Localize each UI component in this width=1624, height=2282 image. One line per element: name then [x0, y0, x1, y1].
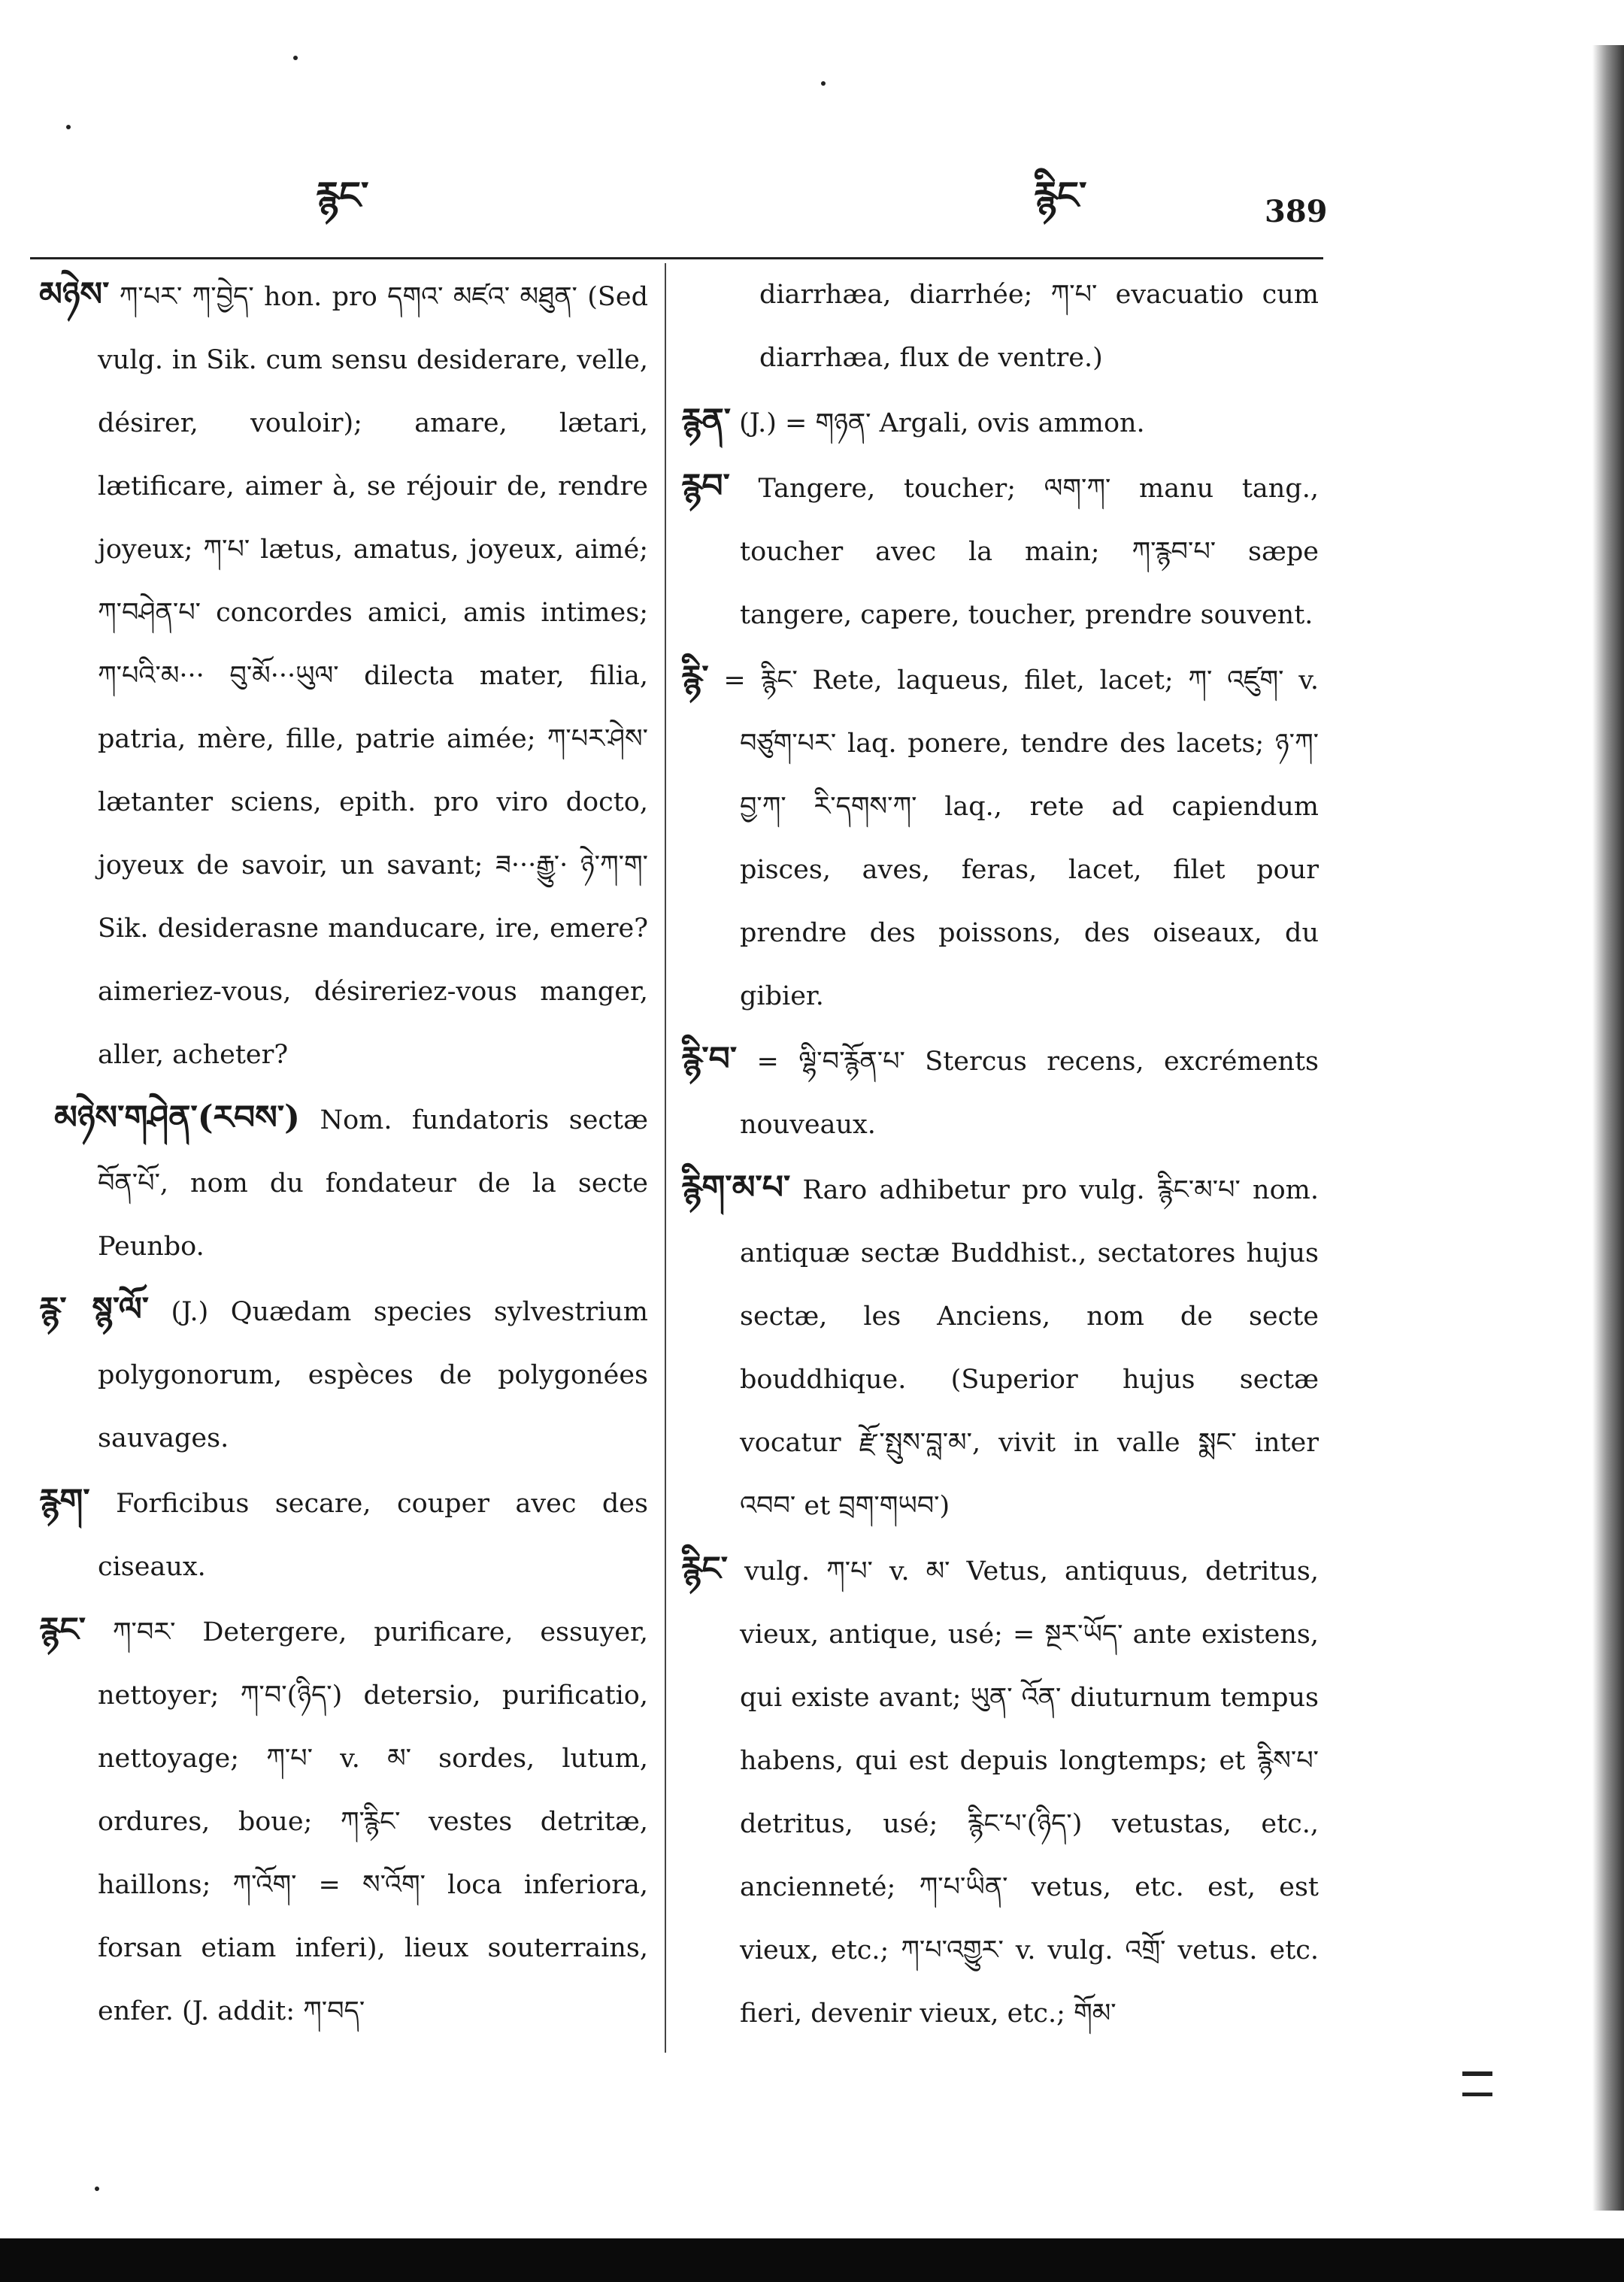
entry-headword: རྙང་: [39, 1611, 86, 1649]
running-head-right: རྙིང་: [1034, 173, 1087, 217]
entry-headword: རྙ་ སྙ་ལོ་: [39, 1290, 150, 1329]
margin-mark: [1462, 2071, 1492, 2096]
dictionary-entry: [681, 1156, 1319, 1538]
entry-headword: མཉེས་གཤེན་(རབས་): [54, 1099, 300, 1137]
dictionary-entry: [681, 389, 1319, 455]
entry-text: Forficibus secare, couper avec des ciseaux.: [98, 1489, 648, 1582]
header-rule: [30, 257, 1323, 259]
entry-text: (J.) = གཉན་ Argali, ovis ammon.: [739, 408, 1145, 438]
dictionary-entry: [39, 263, 648, 1086]
entry-text: Tangere, toucher; ལག་ཀ་ manu tang., toucher avec la main; ཀ་རྙབ་པ་ sæpe tangere, capere, toucher, prendre souvent.: [740, 474, 1319, 630]
entry-text: ཀ་པར་ ཀ་བྱེད་ hon. pro དགའ་ མཛའ་ མཐུན་ (Sed vulg. in Sik. cum sensu desiderare, velle, désirer, vouloir); amare, lætari, lætificare, aimer à, se réjouir de, rendre joyeux; ཀ་པ་ lætus, amatus, joyeux, aimé; ཀ་བཤེན་པ་ concordes amici, amis intimes; ཀ་པའི་མ··· བུ་མོ···ཡུལ་ dilecta mater, filia, patria, mère, fille, patrie aimée; ཀ་པར་ཤེས་ lætanter sciens, epith. pro viro docto, joyeux de savoir, un savant; ཟ···རྒྱུ་· ཉེ་ཀ་ག་ Sik. desiderasne manducare, ire, emere? aimeriez-vous, désireriez-vous manger, aller, acheter?: [98, 282, 648, 1070]
left-column: [39, 263, 648, 2043]
dictionary-entry: [681, 1538, 1319, 2045]
page-edge-shadow: [1592, 45, 1624, 2211]
entry-headword: རྙི་བ་: [681, 1040, 738, 1078]
dictionary-entry: [681, 455, 1319, 647]
entry-text: Nom. fundatoris sectæ བོན་པོ་, nom du fondateur de la secte Peunbo.: [98, 1105, 648, 1262]
entry-headword: རྙབ་: [681, 467, 730, 505]
dictionary-entry: [681, 647, 1319, 1028]
column-divider: [665, 263, 666, 2053]
entry-headword: རྙན་: [681, 402, 731, 440]
scan-speck: [293, 56, 298, 60]
dictionary-entry: [681, 1028, 1319, 1156]
running-head-left: རྙང་: [316, 173, 369, 217]
dictionary-entry: [39, 1599, 648, 2043]
entry-text: = རྙིང་ Rete, laqueus, filet, lacet; ཀ་ འཛུག་ v. བཙུག་པར་ laq. ponere, tendre des lacets; ཉ་ཀ་ བྱ་ཀ་ རི་དགས་ཀ་ laq., rete ad capiendum pisces, aves, feras, lacet, filet pour prendre des poissons, des oiseaux, du gibier.: [723, 665, 1319, 1011]
entry-text: ཀ་བར་ Detergere, purificare, essuyer, nettoyer; ཀ་བ་(ཉིད་) detersio, purificatio, nettoyage; ཀ་པ་ v. མ་ sordes, lutum, ordures, boue; ཀ་རྙིང་ vestes detritæ, haillons; ཀ་འོག་ = ས་འོག་ loca inferiora, forsan etiam inferi), lieux souterrains, enfer. (J. addit: ཀ་བད་: [98, 1617, 648, 2026]
page-number: 389: [1265, 194, 1328, 229]
entry-text: = ལྷི་བ་རྙོན་པ་ Stercus recens, excréments nouveaux.: [740, 1047, 1319, 1140]
entry-headword: རྙིག་མ་པ་: [681, 1168, 791, 1207]
entry-headword: རྙིང་: [681, 1550, 729, 1588]
entry-text: diarrhæa, diarrhée; ཀ་པ་ evacuatio cum diarrhæa, flux de ventre.): [759, 280, 1319, 373]
dictionary-entry: [39, 1086, 648, 1278]
dictionary-entry: [39, 1470, 648, 1599]
scan-bottom-band: [0, 2238, 1624, 2282]
entry-headword: རྙག་: [39, 1482, 90, 1520]
scan-speck: [66, 125, 71, 129]
entry-text: Raro adhibetur pro vulg. རྙིང་མ་པ་ nom. antiquæ sectæ Buddhist., sectatores hujus sectæ, les Anciens, nom de secte bouddhique. (Superior hujus sectæ vocatur རྫོ་སྤུས་བླ་མ་, vivit in valle སྨང་ inter འབབ་ et བྲག་གཡབ་): [740, 1175, 1319, 1521]
scan-speck: [95, 2187, 99, 2191]
entry-text: (J.) Quædam species sylvestrium polygonorum, espèces de polygonées sauvages.: [98, 1297, 648, 1453]
entry-headword: རྙི་: [681, 659, 709, 697]
dictionary-entry: [39, 1278, 648, 1470]
entry-text: vulg. ཀ་པ་ v. མ་ Vetus, antiquus, detritus, vieux, antique, usé; = སྔར་ཡོད་ ante existens, qui existe avant; ཡུན་ འོན་ diuturnum tempus habens, qui est depuis longtemps; et རྙིས་པ་ detritus, usé; རྙིང་པ་(ཉིད་) vetustas, etc., ancienneté; ཀ་པ་ཡིན་ vetus, etc. est, est vieux, etc.; ཀ་པ་འགྱུར་ v. vulg. འགྲོ་ vetus. etc. fieri, devenir vieux, etc.; གོམ་: [740, 1556, 1319, 2029]
entry-headword: མཉེས་: [39, 275, 110, 314]
scan-speck: [821, 81, 826, 86]
right-column: [681, 263, 1319, 2045]
dictionary-entry-continuation: [681, 263, 1319, 389]
